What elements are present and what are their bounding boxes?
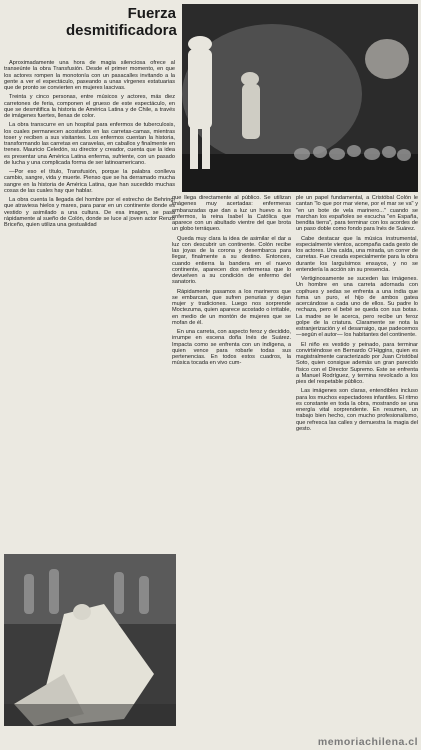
- col3-para-5: Las imágenes son claras, entendibles incluso para los muchos espectadores infantiles. El ritmo es constante en toda la obra, mostrando se una energía vital sorprendente. En resumen, un trabajo bien hecho, con mucho profesionalismo, que refresca las calles y demuestra la magia del gesto.: [296, 388, 418, 432]
- archive-watermark: memoriachilena.cl: [317, 736, 418, 748]
- col1-para-3: La obra transcurre en un hospital para enfermos de tuberculosis, los cuales permanecen acostados en las carretas-camas, mientras toser y reciben a sus visitantes. Los enfermos cuentan la historia, transformando las carretas en caravelas, en caballos y finalmente en trenes. Mauricio Celedón, su director y creador, cuenta que la idea es presentar una América Latina enferma, sufriente, con un pasado de lucha y una complicada forma de ser latinoamericano.: [4, 122, 175, 166]
- col3-para-4: El niño es vestido y peinado, para terminar convirtiéndose en Bernardo O'Higgins, quien es magistralmente caracterizado por Juan Cristóbal Soto, quien consigue además un gran parecido físico con el Director Supremo. Este se enfrenta a Manuel Rodríguez, y termina revolcado a los pies del respetable público.: [296, 341, 418, 385]
- bottom-photo-illustration: [4, 554, 176, 726]
- col1-para-1: Aproximadamente una hora de magia silenciosa ofrece al transeúnte la obra Transfusión. Desde el primer momento, en que los actores rompen la monotonía con un pasacalles invitando a la gente a ver el espectáculo, paseando a unas vírgenes estatuarias que de pronto se convierten en mujeres lascivas.: [4, 60, 175, 91]
- article-column-3: [296, 195, 418, 435]
- col2-para-3: Rápidamente pasamos a los marineros que se embarcan, que sufren penurias y dejan mujer y tradiciones. Luego nos sorprende Moctezuma, quien aparece acostado o irritable, en medio de un montón de mujeres que se mofan de él.: [172, 288, 291, 326]
- col3-para-2: Cabe destacar que la música instrumental, especialmente vientos, acompaña cada gesto de los actores. Una caída, una mirada, un correr de carretas. Fue creada especialmente para la obra durante los larguísimos ensayos, y no se entendería la acción sin su presencia.: [296, 235, 418, 273]
- col3-para-1: ple un papel fundamental, a Cristóbal Colón le cantan "lo que por mar viene, por el mar se va" y "en un bote de vela marinero..." cuando se marchan los españoles se escucha "en España, bendita tierra", para terminar con los acordes de un paso doble como fondo para Inés de Suárez.: [296, 195, 418, 233]
- col2-para-2: Queda muy clara la idea de asimilar el dar a luz con descubrir un continente. Colón recibe las joyas de la corona y desembarca para llegar, finalmente a su destino. Entonces, cuando entierra la bandera en el nuevo continente, aparecen dos enfermeras que lo devuelven a su condición de enfermo del sanatorio.: [172, 235, 291, 286]
- col3-para-3: Vertiginosamente se suceden las imágenes. Un hombre en una carreta adornada con copihues y sedas se enfrenta a una india que fuma un puro, el hijo de ambos gatea acercándose a cada uno de ellos. Su padre lo rechaza, pero el bebé se queda con sus botas. La madre se le acerca, pero recibe un feroz golpe de la criatura. Claramente se nota la estranjerización y el desarraigo, que padecemos —según el autor— los habitantes del continente.: [296, 276, 418, 339]
- col2-para-1: que llega directamente al público. Se utilizan imágenes muy acertadas: enfermeras embarazadas que dan a luz un huevo a los enfermos, la reina Isabel la Católica que aparece con un abultado vientre del que brota un globo terráqueo.: [172, 195, 291, 233]
- article-title: [66, 5, 176, 39]
- col1-para-2: Treinta y cinco personas, entre músicos y actores, más diez carretones de feria, componen el grueso de este espectáculo, en que se desmitifica la historia de América Latina y de Chile, a través de imágenes fuertes, llenas de color.: [4, 94, 175, 119]
- top-photo: [182, 4, 418, 192]
- article-column-1: [4, 60, 175, 231]
- article-column-2: [172, 195, 291, 370]
- title-line-1: Fuerza: [127, 5, 176, 22]
- col1-para-4: —Por eso el título, Transfusión, porque la palabra conlleva cambio, sangre, vida y muerte. Pienso que se ha derramado mucha sangre en la historia de América Latina, que han sucedido muchas cosas de las cuales hay que hablar.: [4, 169, 175, 194]
- top-photo-illustration: [182, 4, 418, 192]
- col1-para-5: La obra cuenta la llegada del hombre por el estrecho de Behring, que atraviesa hielos y mares, para parar en un continente donde es vestido y asimilado a una cultura. De esa imagen, se pasa rápidamente al sueño de Colón, donde se luce al joven actor Renzo Briceño, quien utiliza una gestualidad: [4, 197, 175, 228]
- title-line-2: desmitificadora: [66, 22, 177, 39]
- bottom-photo: [4, 554, 176, 726]
- col2-para-4: En una carreta, con aspecto feroz y decidido, irrumpe en escena doña Inés de Suárez. Impacta como se enfrenta con un indígena, a quien vence para robarle todas sus pertenencias. En todos estos cuadros, la música tocada en vivo cum-: [172, 329, 291, 367]
